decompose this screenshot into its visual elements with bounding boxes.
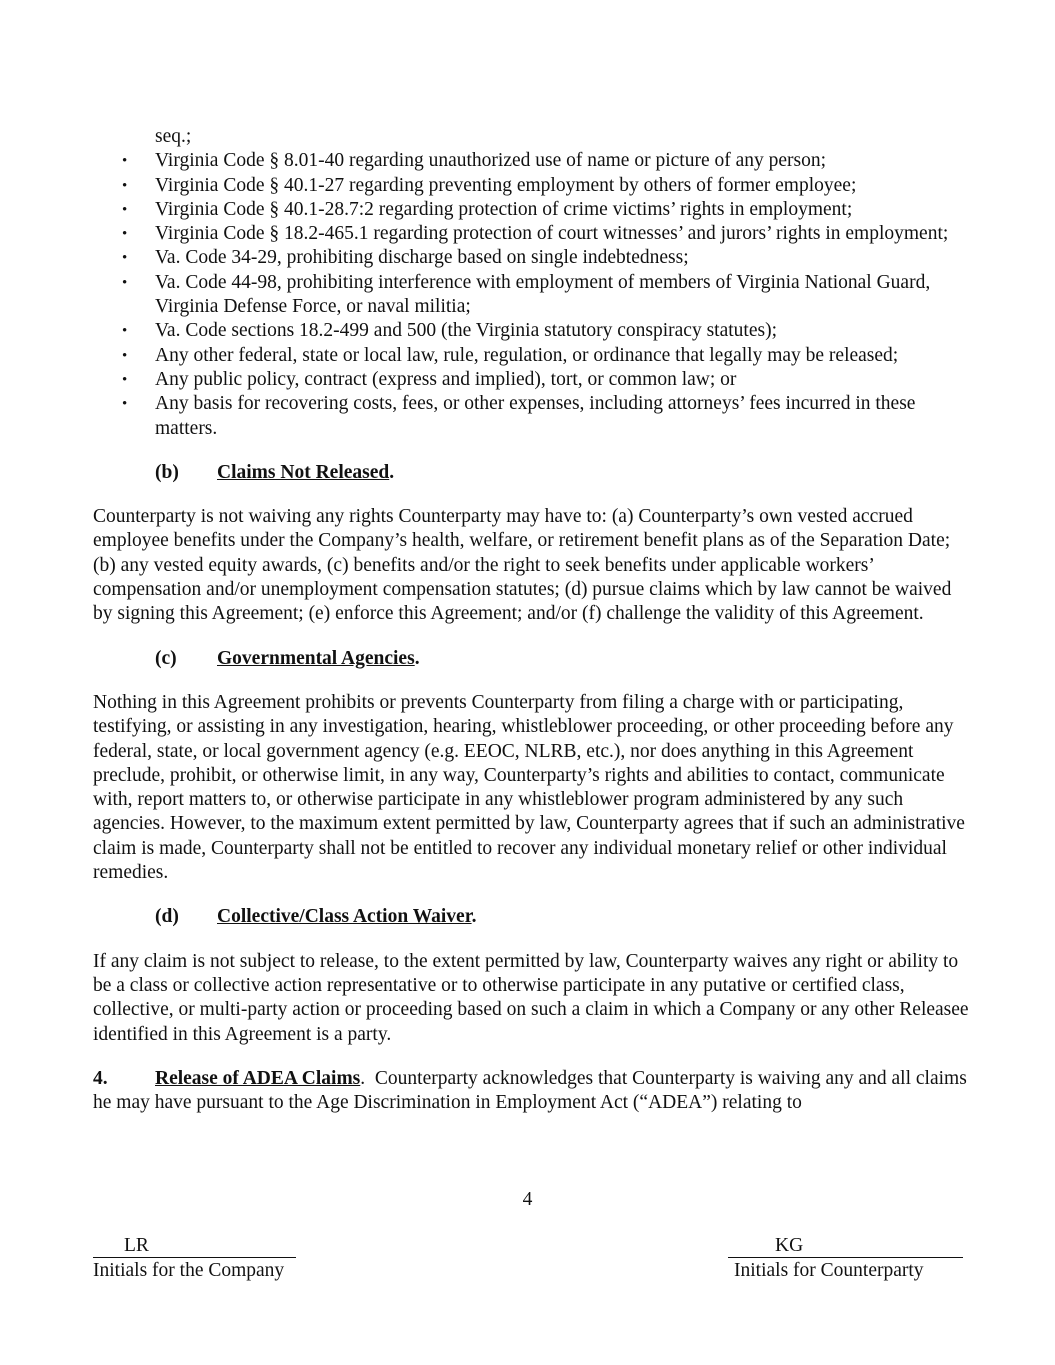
bullet-icon: •	[122, 250, 128, 267]
bullet-icon: •	[122, 347, 128, 364]
list-item: • Virginia Code § 40.1-27 regarding preventing employment by others of former employee;	[93, 174, 973, 198]
bullet-icon: •	[122, 323, 128, 340]
continuation-text: seq.;	[155, 126, 192, 147]
section-b-heading: (b) Claims Not Released.	[93, 461, 973, 485]
company-initials-block	[93, 1235, 296, 1283]
company-initials-value: LR	[124, 1235, 149, 1256]
list-item: • Virginia Code § 8.01-40 regarding unauthorized use of name or picture of any person;	[93, 149, 973, 173]
bullet-icon: •	[122, 371, 128, 388]
section-b-number: (b)	[155, 461, 179, 483]
counterparty-initials-value: KG	[775, 1235, 804, 1256]
list-item: • Va. Code sections 18.2-499 and 500 (the Virginia statutory conspiracy statutes);	[93, 319, 973, 343]
bullet-icon: •	[122, 226, 128, 243]
section-4-title: Release of ADEA Claims	[155, 1067, 361, 1089]
bullet-icon: •	[122, 153, 128, 170]
page-number: 4	[522, 1189, 533, 1210]
list-item: • Any other federal, state or local law, rule, regulation, or ordinance that legally may be released;	[93, 344, 973, 368]
section-4-paragraph: 4. Release of ADEA Claims. Counterparty acknowledges that Counterparty is waiving any and all claims he may have pursuant to the Age Discrimination in Employment Act (“ADEA”) relating to	[93, 1067, 972, 1114]
list-item: • Any basis for recovering costs, fees, or other expenses, including attorneys’ fees incurred in these matters.	[122, 393, 916, 439]
list-item: • Virginia Code § 18.2-465.1 regarding protection of court witnesses’ and jurors’ rights in employment;	[93, 222, 973, 246]
counterparty-initials-line	[728, 1235, 963, 1258]
list-item: • Virginia Code § 40.1-28.7:2 regarding protection of crime victims’ rights in employment;	[93, 198, 973, 222]
counterparty-initials-block	[728, 1235, 963, 1283]
counterparty-initials-caption: Initials for Counterparty	[734, 1260, 924, 1281]
section-d-heading: (d) Collective/Class Action Waiver.	[93, 905, 973, 929]
section-c-heading: (c) Governmental Agencies.	[93, 647, 973, 671]
list-item: • Va. Code 34-29, prohibiting discharge based on single indebtedness;	[93, 246, 973, 270]
company-initials-caption: Initials for the Company	[93, 1260, 285, 1281]
statute-list	[93, 149, 973, 441]
section-d-number: (d)	[155, 906, 179, 928]
bullet-icon: •	[122, 274, 128, 291]
bullet-icon: •	[122, 201, 128, 218]
section-4-number: 4.	[93, 1067, 108, 1089]
bullet-icon: •	[122, 177, 128, 194]
list-item: • Va. Code 44-98, prohibiting interference with employment of members of Virginia National Guard, Virginia Defense Force, or naval militia;	[122, 271, 931, 318]
section-c-title: Governmental Agencies	[217, 647, 415, 669]
section-4-body: Counterparty acknowledges that Counterparty is waiving any and all claims he may have pursuant to the Age Discrimination in Employment Act (“ADEA”) relating to	[93, 1067, 972, 1114]
section-c-number: (c)	[155, 647, 177, 669]
section-c-body: Nothing in this Agreement prohibits or prevents Counterparty from filing a charge with or participating, testifying, or assisting in any investigation, hearing, whistleblower proceeding, or other proceeding before any federal, state, or local government agency (e.g. EEOC, NLRB, etc.), nor does anything in this Agreement preclude, prohibit, or otherwise limit, in any way, Counterparty’s rights and abilities to contact, communicate with, report matters to, or otherwise participate in any whistleblower program administered by any such agencies. However, to the maximum extent permitted by law, Counterparty agrees that if such an administrative claim is made, Counterparty shall not be entitled to recover any individual monetary relief or other individual remedies.	[93, 691, 965, 884]
section-b-title: Claims Not Released	[217, 461, 390, 483]
bullet-icon: •	[122, 396, 128, 413]
section-d-title: Collective/Class Action Waiver	[217, 906, 472, 928]
section-b-body: Counterparty is not waiving any rights Counterparty may have to: (a) Counterparty’s own vested accrued employee benefits under the Company’s health, welfare, or retirement benefit plans as of the Separation Date; (b) any vested equity awards, (c) benefits and/or the right to seek benefits under applicable workers’ compensation and/or unemployment compensation statutes; (d) pursue claims which by law cannot be waived by signing this Agreement; (e) enforce this Agreement; and/or (f) challenge the validity of this Agreement.	[93, 506, 952, 625]
section-d-body: If any claim is not subject to release, to the extent permitted by law, Counterparty waives any right or ability to be a class or collective action representative or to otherwise participate in any putative or certified class, collective, or multi-party action or proceeding based on such a claim in which a Company or any other Releasee identified in this Agreement is a party.	[93, 950, 969, 1045]
list-item: • Any public policy, contract (express and implied), tort, or common law; or	[93, 368, 973, 392]
document-page	[93, 125, 973, 1115]
company-initials-line	[93, 1235, 296, 1258]
